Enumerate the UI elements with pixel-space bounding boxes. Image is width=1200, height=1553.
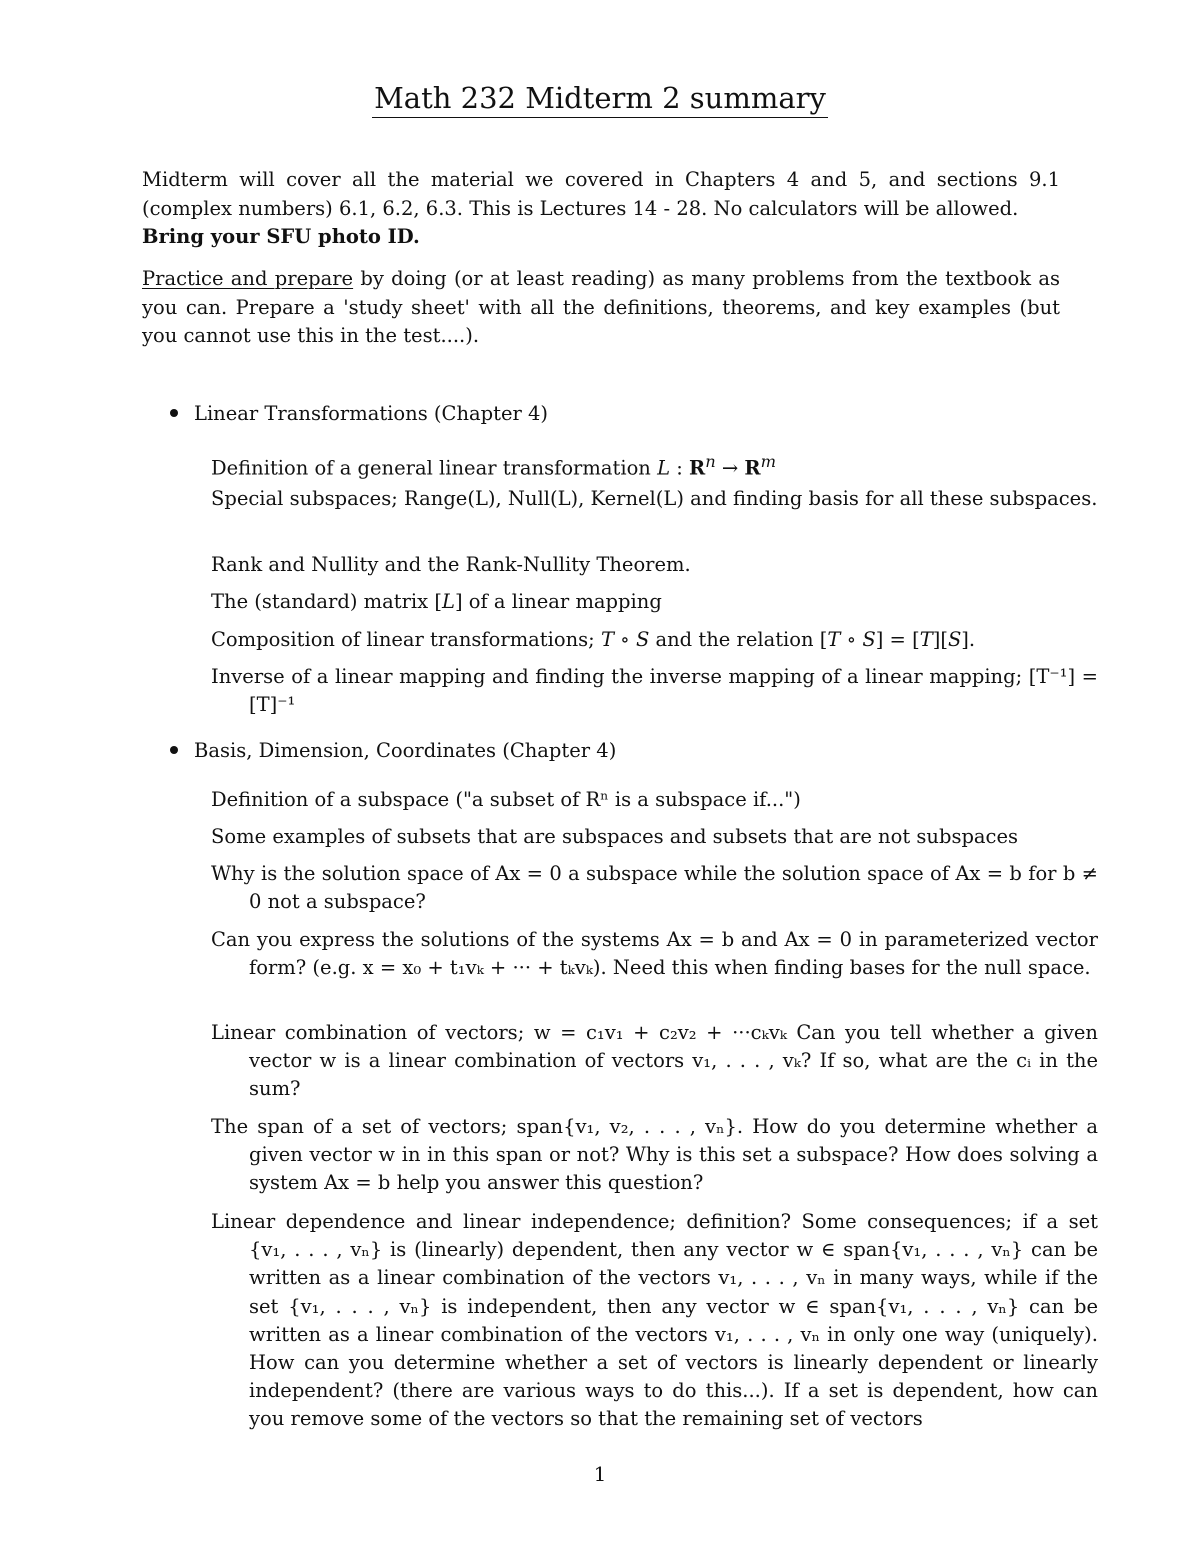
- intro-paragraph: [142, 166, 1060, 252]
- list-item: Inverse of a linear mapping and finding the inverse mapping of a linear mapping; [T⁻¹] = [T]⁻¹: [211, 665, 1098, 717]
- list-item: Linear dependence and linear independence; definition? Some consequences; if a set {v₁, . . . , vₙ} is (linearly) dependent, then any vector w ∈ span{v₁, . . . , vₙ} can be written as a linear combination of the vectors v₁, . . . , vₙ in many ways, while if the set {v₁, . . . , vₙ} is independent, then any vector w ∈ span{v₁, . . . , vₙ} can be written as a linear combination of the vectors v₁, . . . , vₙ in only one way (uniquely). How can you determine whether a set of vectors is linearly dependent or linearly independent? (there are various ways to do this...). If a set is dependent, how can you remove some of the vectors so that the remaining set of vectors: [211, 1210, 1098, 1431]
- bullet-icon: [170, 746, 178, 754]
- list-item: Can you express the solutions of the systems Ax = b and Ax = 0 in parameterized vector form? (e.g. x = x₀ + t₁vₖ + ··· + tₖvₖ). Need this when finding bases for the null space.: [211, 928, 1098, 980]
- section-title: Linear Transformations (Chapter 4): [194, 402, 549, 425]
- list-item: Definition of a general linear transformation L : $R^n \to R^m$: [211, 452, 777, 480]
- list-item: Some examples of subsets that are subspaces and subsets that are not subspaces: [211, 825, 1019, 848]
- list-item: Definition of a subspace ("a subset of Rⁿ is a subspace if..."): [211, 788, 801, 811]
- page-title: [0, 80, 1200, 116]
- list-item: Linear combination of vectors; w = c₁v₁ + c₂v₂ + ···cₖvₖ Can you tell whether a given vector w is a linear combination of vectors v₁, . . . , vₖ? If so, what are the cᵢ in the sum?: [211, 1021, 1098, 1101]
- list-item: Rank and Nullity and the Rank-Nullity Theorem.: [211, 553, 691, 576]
- section-title: Basis, Dimension, Coordinates (Chapter 4): [194, 739, 617, 762]
- practice-paragraph: [142, 265, 1060, 351]
- list-item: Composition of linear transformations; T ∘ S and the relation [T ∘ S] = [T][S].: [211, 628, 976, 651]
- list-item: Why is the solution space of Ax = 0 a subspace while the solution space of Ax = b for b ≠ 0 not a subspace?: [211, 862, 1098, 914]
- page-title-text: Math 232 Midterm 2 summary: [372, 81, 828, 118]
- section-linear-transformations: [170, 400, 548, 428]
- list-item: The (standard) matrix [L] of a linear mapping: [211, 590, 662, 613]
- list-item: Special subspaces; Range(L), Null(L), Kernel(L) and finding basis for all these subspaces.: [211, 487, 1098, 510]
- intro-text: Midterm will cover all the material we covered in Chapters 4 and 5, and sections 9.1 (complex numbers) 6.1, 6.2, 6.3. This is Lectures 14 - 28. No calculators will be allowed.: [142, 168, 1060, 220]
- practice-underlined: Practice and prepare: [142, 267, 354, 290]
- bring-id-notice: Bring your SFU photo ID.: [142, 225, 420, 249]
- list-item: The span of a set of vectors; span{v₁, v₂, . . . , vₙ}. How do you determine whether a given vector w in in this span or not? Why is this set a subspace? How does solving a system Ax = b help you answer this question?: [211, 1115, 1098, 1195]
- page-number: 1: [593, 1462, 607, 1486]
- bullet-icon: [170, 409, 178, 417]
- practice-text: by doing (or at least reading) as many problems from the textbook as you can. Prepare a 'study sheet' with all the definitions, theorems, and key examples (but you cannot use this in the test....).: [142, 267, 1061, 348]
- section-basis-dimension: [170, 737, 616, 765]
